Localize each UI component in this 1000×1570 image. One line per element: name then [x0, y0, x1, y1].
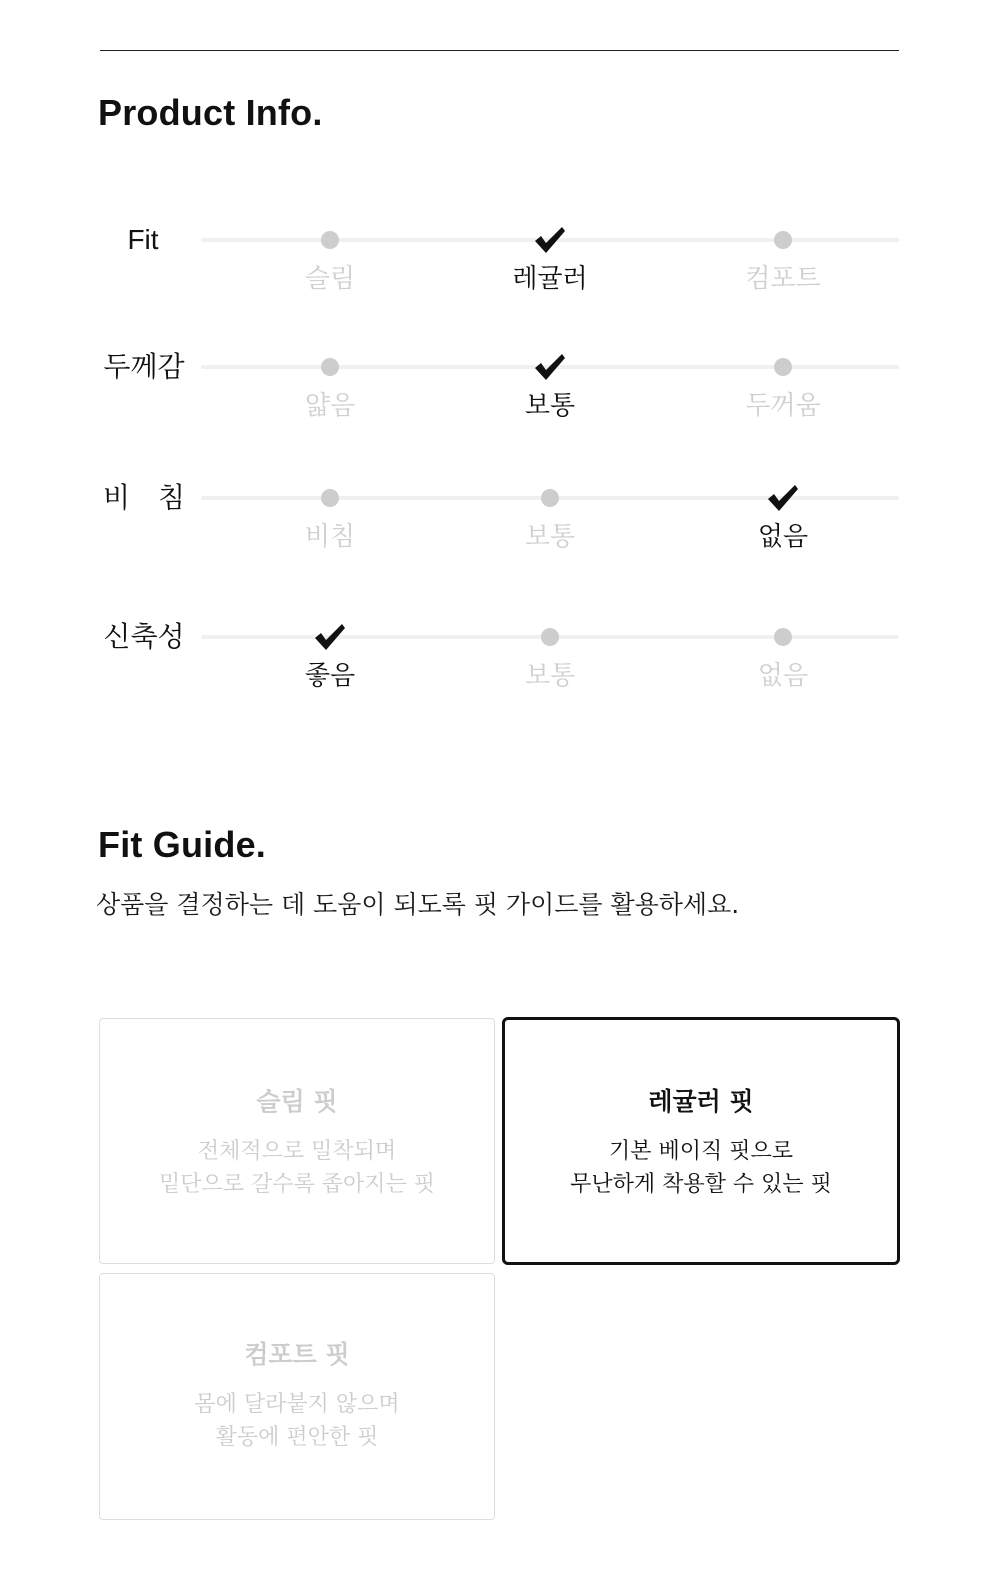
- dot-icon: [541, 489, 559, 507]
- fit-card-name: 컴포트 핏: [244, 1340, 350, 1369]
- attribute-option-label: 레귤러: [512, 264, 588, 294]
- attribute-option-label: 좋음: [304, 661, 356, 691]
- fit-card-desc-line: 활동에 편안한 핏: [215, 1425, 379, 1450]
- attribute-option-label: 없음: [757, 522, 809, 552]
- dot-icon: [774, 628, 792, 646]
- fit-card-desc-line: 밑단으로 갈수록 좁아지는 핏: [158, 1172, 435, 1197]
- attribute-option-label: 보통: [524, 661, 576, 691]
- attribute-row-fit: [0, 224, 1000, 330]
- attribute-option: [450, 498, 650, 578]
- dot-icon: [321, 231, 339, 249]
- attribute-option: [683, 498, 883, 578]
- attribute-option: [230, 240, 430, 320]
- attribute-option: [450, 240, 650, 320]
- fit-card-name: 레귤러 핏: [648, 1087, 754, 1116]
- attribute-option: [230, 367, 430, 447]
- dot-icon: [541, 628, 559, 646]
- attribute-label: Fit: [127, 224, 159, 255]
- attribute-option-label: 두꺼움: [745, 391, 821, 421]
- attribute-option-label: 슬림: [304, 264, 356, 294]
- dot-icon: [321, 358, 339, 376]
- attribute-option: [683, 240, 883, 320]
- fit-card-desc-line: 전체적으로 밀착되며: [197, 1139, 397, 1164]
- attribute-option: [683, 637, 883, 717]
- fit-card-name: 슬림 핏: [256, 1087, 338, 1116]
- attribute-option-label: 얇음: [304, 391, 356, 421]
- attribute-label: 비 침: [102, 481, 186, 514]
- checkmark-icon: [312, 621, 348, 653]
- checkmark-icon: [532, 351, 568, 383]
- fit-guide-subtitle: 상품을 결정하는 데 도움이 되도록 핏 가이드를 활용하세요.: [96, 890, 740, 919]
- attribute-label: 신축성: [103, 620, 185, 653]
- fit-card-desc-line: 무난하게 착용할 수 있는 핏: [570, 1172, 832, 1197]
- attribute-option-label: 보통: [524, 391, 576, 421]
- attribute-label: 두께감: [103, 350, 185, 383]
- attribute-option-label: 보통: [524, 522, 576, 552]
- attribute-row-sheerness: [0, 481, 1000, 588]
- attribute-option-label: 컴포트: [745, 264, 821, 294]
- dot-icon: [321, 489, 339, 507]
- attribute-option-label: 비침: [304, 522, 356, 552]
- attribute-option: [230, 498, 430, 578]
- attribute-option: [450, 367, 650, 447]
- fit-card-desc-line: 기본 베이직 핏으로: [608, 1139, 793, 1164]
- top-divider: [100, 50, 899, 51]
- fit-card-regular: [502, 1017, 900, 1265]
- attribute-option: [230, 637, 430, 717]
- fit-card-comfort: [99, 1273, 495, 1520]
- attribute-option-label: 없음: [757, 661, 809, 691]
- fit-card-desc-line: 몸에 달라붙지 않으며: [194, 1392, 400, 1417]
- product-info-title: Product Info.: [98, 92, 323, 133]
- attribute-option: [683, 367, 883, 447]
- checkmark-icon: [765, 482, 801, 514]
- attribute-option: [450, 637, 650, 717]
- fit-card-slim: [99, 1018, 495, 1264]
- dot-icon: [774, 358, 792, 376]
- attribute-row-thickness: [0, 350, 1000, 457]
- attribute-row-elasticity: [0, 620, 1000, 727]
- dot-icon: [774, 231, 792, 249]
- fit-guide-title: Fit Guide.: [98, 824, 266, 865]
- checkmark-icon: [532, 224, 568, 256]
